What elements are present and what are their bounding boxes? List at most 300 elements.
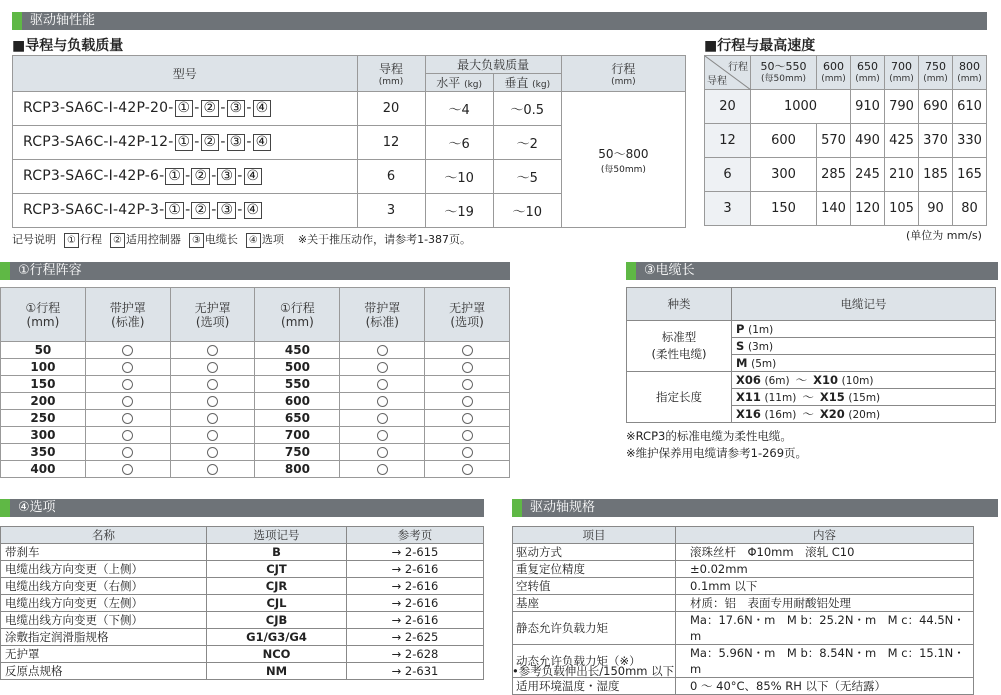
speed-cell: 90	[919, 192, 953, 226]
option-name: 电缆出线方向变更（左侧）	[1, 595, 207, 612]
option-name: 涂敷指定润滑脂规格	[1, 629, 207, 646]
spec-header	[512, 499, 998, 517]
cable-range-tilde: ～	[802, 407, 814, 421]
col-lead-label: 导程	[379, 62, 404, 76]
cable-col-code: 电缆记号	[732, 288, 996, 321]
speed-table	[704, 55, 987, 226]
availability-cell	[170, 444, 255, 461]
stroke-row	[1, 376, 510, 393]
option-ref-page: → 2-631	[347, 663, 484, 680]
spec-item: 动态允许负载力矩（※）	[513, 645, 676, 678]
stroke-value-cell: 500	[255, 359, 340, 376]
speed-col-unit: (每50mm)	[760, 73, 806, 84]
lead-load-table	[12, 55, 686, 228]
stroke-value-cell: 250	[1, 410, 86, 427]
cable-header	[626, 262, 998, 280]
availability-cell	[340, 461, 425, 478]
circle-mark-icon	[122, 396, 133, 407]
cable-length: (15m)	[848, 392, 881, 404]
circle-mark-icon	[462, 430, 473, 441]
model-symbol-box: ③	[227, 100, 246, 117]
speed-col-head	[953, 56, 987, 90]
speed-cell: 490	[851, 124, 885, 158]
circle-mark-icon	[207, 345, 218, 356]
model-dash: -	[237, 202, 243, 218]
circle-mark-icon	[377, 430, 388, 441]
model-prefix: RCP3-SA6C-I-42P-20-	[23, 100, 174, 116]
cable-notes	[626, 428, 807, 462]
stroke-value-cell: 650	[255, 410, 340, 427]
corner-stroke-label: 行程	[728, 62, 748, 73]
col-stroke-label: 行程	[611, 62, 636, 76]
spec-content: ±0.02mm	[676, 561, 974, 578]
stroke-value-cell: 50	[1, 342, 86, 359]
model-symbol-box: ②	[191, 168, 210, 185]
model-symbol-box: ④	[253, 134, 272, 151]
stroke-row	[1, 427, 510, 444]
spec-content: Ma：5.96N・m M b：8.54N・m M c：15.1N・m	[676, 645, 974, 678]
cable-code: X20	[819, 407, 845, 421]
stroke-row	[1, 444, 510, 461]
circle-mark-icon	[462, 345, 473, 356]
stroke-list-header	[0, 262, 510, 280]
stroke-row	[1, 359, 510, 376]
corner-lead-label: 导程	[707, 76, 727, 87]
availability-cell	[170, 427, 255, 444]
stroke-list-table	[0, 287, 510, 478]
speed-cell: 330	[953, 124, 987, 158]
stroke-list-title: ①行程阵容	[18, 263, 82, 278]
spec-item: 驱动方式	[513, 544, 676, 561]
cable-length: (20m)	[848, 409, 881, 421]
cable-code: X16	[736, 407, 761, 421]
legend-label: 记号说明	[12, 233, 56, 246]
model-dash: -	[237, 168, 243, 184]
col-stroke	[561, 56, 685, 92]
stroke-row	[1, 342, 510, 359]
speed-cell: 245	[851, 158, 885, 192]
col-horiz-label: 水平	[436, 76, 461, 90]
lead-row	[13, 92, 686, 126]
model-prefix: RCP3-SA6C-I-42P-12-	[23, 134, 174, 150]
circle-mark-icon	[462, 413, 473, 424]
speed-cell: 285	[817, 158, 851, 192]
opt-col-code: 选项记号	[207, 527, 347, 544]
availability-cell	[170, 359, 255, 376]
speed-cell: 425	[885, 124, 919, 158]
spec-item: 基座	[513, 595, 676, 612]
circle-mark-icon	[462, 447, 473, 458]
speed-lead-cell: 6	[705, 158, 751, 192]
option-ref-page: → 2-625	[347, 629, 484, 646]
options-title: ④选项	[18, 500, 56, 515]
model-symbol-box: ③	[217, 168, 236, 185]
stroke-row	[1, 393, 510, 410]
h-without-1-sub: (选项)	[195, 314, 230, 329]
option-row	[1, 663, 484, 680]
col-horiz	[425, 74, 493, 92]
option-name: 无护罩	[1, 646, 207, 663]
speed-col-unit: (mm)	[889, 73, 914, 84]
col-lead-unit: (mm)	[378, 77, 404, 87]
section-title: 驱动轴性能	[30, 13, 96, 28]
model-prefix: RCP3-SA6C-I-42P-6-	[23, 168, 165, 184]
speed-cell: 120	[851, 192, 885, 226]
speed-row	[705, 90, 987, 124]
cable-col-type: 种类	[627, 288, 732, 321]
spec-item: 适用环境温度・湿度	[513, 678, 676, 695]
availability-cell	[170, 376, 255, 393]
stroke-value-cell: 700	[255, 427, 340, 444]
legend-sym-4: ④	[246, 233, 261, 248]
legend-sym-1: ①	[64, 233, 79, 248]
model-symbol-box: ①	[175, 100, 194, 117]
cable-code-cell	[732, 406, 996, 423]
speed-cell: 910	[851, 90, 885, 124]
speed-cell: 185	[919, 158, 953, 192]
model-cell	[13, 92, 358, 126]
circle-mark-icon	[207, 379, 218, 390]
h-with-2-label: 带护罩	[364, 300, 401, 315]
option-ref-page: → 2-628	[347, 646, 484, 663]
speed-col-value: 50～550	[760, 59, 807, 73]
cable-code: X11	[736, 390, 761, 404]
horiz-load-cell: ～4	[425, 92, 493, 126]
col-vert-unit: (kg)	[532, 80, 551, 90]
model-cell	[13, 126, 358, 160]
option-code: G1/G3/G4	[207, 629, 347, 646]
circle-mark-icon	[207, 413, 218, 424]
circle-mark-icon	[462, 362, 473, 373]
cable-length: (11m)	[764, 392, 797, 404]
model-symbol-box: ①	[165, 202, 184, 219]
availability-cell	[170, 393, 255, 410]
speed-corner	[705, 56, 751, 90]
speed-row	[705, 124, 987, 158]
availability-cell	[425, 410, 510, 427]
model-dash: -	[220, 134, 226, 150]
stroke-value-cell: 100	[1, 359, 86, 376]
col-horiz-unit: (kg)	[464, 80, 483, 90]
col-stroke-unit: (mm)	[611, 77, 636, 87]
availability-cell	[425, 376, 510, 393]
h-stroke-2	[255, 288, 340, 342]
h-without-2	[425, 288, 510, 342]
speed-cell: 80	[953, 192, 987, 226]
h-stroke-1-label: ①行程	[25, 300, 61, 315]
model-symbol-box: ③	[227, 134, 246, 151]
cable-table	[626, 287, 996, 423]
speed-col-unit: (mm)	[957, 73, 982, 84]
option-name: 反原点规格	[1, 663, 207, 680]
speed-lead-cell: 12	[705, 124, 751, 158]
horiz-load-cell: ～19	[425, 194, 493, 228]
availability-cell	[85, 393, 170, 410]
h-stroke-2-unit: (mm)	[281, 314, 314, 329]
vert-load-cell: ～0.5	[493, 92, 561, 126]
legend-text-1: 行程	[79, 233, 102, 246]
availability-cell	[340, 359, 425, 376]
option-name: 带刹车	[1, 544, 207, 561]
cable-range-tilde: ～	[802, 390, 814, 404]
availability-cell	[85, 410, 170, 427]
speed-cell: 370	[919, 124, 953, 158]
speed-col-value: 800	[959, 59, 980, 73]
stroke-value-cell: 600	[255, 393, 340, 410]
speed-col-value: 700	[891, 59, 912, 73]
spec-content: 材质：铝 表面专用耐酸铝处理	[676, 595, 974, 612]
speed-cell: 140	[817, 192, 851, 226]
cable-code: M	[736, 356, 748, 370]
h-stroke-1	[1, 288, 86, 342]
stroke-value-cell: 300	[1, 427, 86, 444]
stroke-value-cell: 350	[1, 444, 86, 461]
h-with-2	[340, 288, 425, 342]
spec-note: •参考负载伸出长/150mm 以下	[512, 664, 675, 678]
model-symbol-box: ②	[191, 202, 210, 219]
spec-item: 静态允许负载力矩	[513, 612, 676, 645]
model-symbol-box: ④	[244, 168, 263, 185]
option-code: CJB	[207, 612, 347, 629]
spec-row	[513, 678, 974, 695]
circle-mark-icon	[122, 413, 133, 424]
speed-col-value: 750	[925, 59, 946, 73]
spec-content: 0.1mm 以下	[676, 578, 974, 595]
spec-content: 0 ～ 40°C、85% RH 以下（无结露）	[676, 678, 974, 695]
speed-cell: 105	[885, 192, 919, 226]
option-row	[1, 561, 484, 578]
availability-cell	[85, 376, 170, 393]
stroke-value-cell: 550	[255, 376, 340, 393]
legend-sym-2: ②	[110, 233, 125, 248]
speed-col-unit: (mm)	[923, 73, 948, 84]
speed-cell: 690	[919, 90, 953, 124]
speed-col-head	[919, 56, 953, 90]
option-name: 电缆出线方向变更（上侧）	[1, 561, 207, 578]
option-code: B	[207, 544, 347, 561]
circle-mark-icon	[122, 345, 133, 356]
cable-length: (6m)	[764, 375, 790, 387]
availability-cell	[425, 427, 510, 444]
spec-content: Ma：17.6N・m M b：25.2N・m M c：44.5N・m	[676, 612, 974, 645]
cable-length: (10m)	[841, 375, 874, 387]
cable-length: (5m)	[751, 358, 777, 370]
speed-col-head	[817, 56, 851, 90]
availability-cell	[170, 342, 255, 359]
stroke-range-note: (每50mm)	[600, 164, 646, 175]
availability-cell	[85, 342, 170, 359]
speed-col-head	[851, 56, 885, 90]
speed-cell: 790	[885, 90, 919, 124]
cable-std-sub: (柔性电缆)	[651, 347, 707, 361]
spec-content: 滚珠丝杆 Φ10mm 滚轧 C10	[676, 544, 974, 561]
availability-cell	[85, 461, 170, 478]
option-row	[1, 578, 484, 595]
circle-mark-icon	[377, 379, 388, 390]
model-dash: -	[194, 100, 200, 116]
availability-cell	[425, 359, 510, 376]
model-cell	[13, 194, 358, 228]
stroke-value-cell: 200	[1, 393, 86, 410]
vert-load-cell: ～5	[493, 160, 561, 194]
stroke-range-value: 50～800	[598, 146, 649, 161]
option-row	[1, 646, 484, 663]
model-dash: -	[194, 134, 200, 150]
circle-mark-icon	[122, 430, 133, 441]
speed-col-unit: (mm)	[821, 73, 846, 84]
availability-cell	[425, 444, 510, 461]
lead-cell: 20	[357, 92, 425, 126]
option-code: CJT	[207, 561, 347, 578]
speed-cell: 570	[817, 124, 851, 158]
option-name: 电缆出线方向变更（下侧）	[1, 612, 207, 629]
stroke-value-cell: 800	[255, 461, 340, 478]
speed-lead-cell: 3	[705, 192, 751, 226]
speed-cell: 610	[953, 90, 987, 124]
cable-type-specified: 指定长度	[627, 372, 732, 423]
spec-row	[513, 595, 974, 612]
speed-row	[705, 192, 987, 226]
opt-col-name: 名称	[1, 527, 207, 544]
circle-mark-icon	[462, 379, 473, 390]
cable-code-cell	[732, 372, 996, 389]
cable-code: X10	[813, 373, 839, 387]
speed-col-value: 600	[823, 59, 844, 73]
cable-code: P	[736, 322, 745, 336]
speed-col-value: 650	[857, 59, 878, 73]
circle-mark-icon	[377, 464, 388, 475]
horiz-load-cell: ～10	[425, 160, 493, 194]
option-row	[1, 629, 484, 646]
availability-cell	[170, 410, 255, 427]
model-dash: -	[211, 202, 217, 218]
circle-mark-icon	[462, 396, 473, 407]
vert-load-cell: ～10	[493, 194, 561, 228]
option-ref-page: → 2-616	[347, 612, 484, 629]
model-symbol-box: ①	[175, 134, 194, 151]
speed-cell: 600	[751, 124, 817, 158]
circle-mark-icon	[377, 413, 388, 424]
cable-code-cell	[732, 338, 996, 355]
model-symbol-box: ②	[201, 100, 220, 117]
stroke-value-cell: 400	[1, 461, 86, 478]
stroke-value-cell: 450	[255, 342, 340, 359]
cable-range-tilde: ～	[795, 373, 808, 387]
model-symbol-box: ①	[165, 168, 184, 185]
speed-col-head	[751, 56, 817, 90]
h-with-1	[85, 288, 170, 342]
cable-row	[627, 372, 996, 389]
option-ref-page: → 2-616	[347, 595, 484, 612]
col-vert-label: 垂直	[504, 76, 529, 90]
h-without-2-sub: (选项)	[450, 314, 484, 329]
spec-row	[513, 578, 974, 595]
options-table	[0, 526, 484, 680]
option-row	[1, 595, 484, 612]
model-symbol-box: ④	[244, 202, 263, 219]
h-stroke-2-label: ①行程	[280, 300, 315, 315]
model-symbol-box: ③	[217, 202, 236, 219]
lead-cell: 12	[357, 126, 425, 160]
availability-cell	[85, 359, 170, 376]
availability-cell	[340, 393, 425, 410]
h-without-1	[170, 288, 255, 342]
speed-unit: (单位为 mm/s)	[906, 229, 982, 242]
lead-load-title: ■导程与负载质量	[12, 38, 124, 54]
circle-mark-icon	[122, 464, 133, 475]
h-without-2-label: 无护罩	[449, 300, 486, 315]
cable-note-2: ※维护保养用电缆请参考1-269页。	[626, 446, 808, 460]
stroke-row	[1, 461, 510, 478]
cable-code: X06	[736, 373, 761, 387]
vert-load-cell: ～2	[493, 126, 561, 160]
speed-title: ■行程与最高速度	[704, 38, 816, 54]
stroke-value-cell: 150	[1, 376, 86, 393]
horiz-load-cell: ～6	[425, 126, 493, 160]
option-name: 电缆出线方向变更（右侧）	[1, 578, 207, 595]
section-header	[12, 12, 987, 30]
speed-cell: 210	[885, 158, 919, 192]
col-lead	[357, 56, 425, 92]
model-symbol-box: ④	[253, 100, 272, 117]
lead-cell: 6	[357, 160, 425, 194]
spec-row	[513, 561, 974, 578]
col-vert	[493, 74, 561, 92]
stroke-row	[1, 410, 510, 427]
speed-cell: 165	[953, 158, 987, 192]
cable-length: (1m)	[748, 324, 774, 336]
option-ref-page: → 2-616	[347, 561, 484, 578]
cable-code-cell	[732, 355, 996, 372]
option-ref-page: → 2-616	[347, 578, 484, 595]
option-code: CJL	[207, 595, 347, 612]
cable-row	[627, 321, 996, 338]
circle-mark-icon	[207, 447, 218, 458]
cable-type-standard	[627, 321, 732, 372]
cable-code-cell	[732, 321, 996, 338]
circle-mark-icon	[207, 464, 218, 475]
cable-title: ③电缆长	[644, 263, 695, 278]
circle-mark-icon	[377, 447, 388, 458]
model-dash: -	[185, 202, 191, 218]
model-dash: -	[211, 168, 217, 184]
circle-mark-icon	[377, 345, 388, 356]
option-row	[1, 612, 484, 629]
spec-title: 驱动轴规格	[530, 500, 596, 515]
availability-cell	[340, 444, 425, 461]
legend-sym-3: ③	[189, 233, 204, 248]
speed-col-unit: (mm)	[855, 73, 880, 84]
symbol-legend	[12, 231, 471, 248]
speed-row	[705, 158, 987, 192]
legend-text-4: 选项	[261, 233, 284, 246]
speed-cell: 300	[751, 158, 817, 192]
availability-cell	[85, 427, 170, 444]
model-dash: -	[185, 168, 191, 184]
cable-code-cell	[732, 389, 996, 406]
spec-row	[513, 544, 974, 561]
availability-cell	[340, 410, 425, 427]
option-ref-page: → 2-615	[347, 544, 484, 561]
option-code: NCO	[207, 646, 347, 663]
h-without-1-label: 无护罩	[194, 300, 231, 315]
model-symbol-box: ②	[201, 134, 220, 151]
model-dash: -	[246, 100, 252, 116]
model-dash: -	[246, 134, 252, 150]
circle-mark-icon	[122, 447, 133, 458]
spec-col-content: 内容	[676, 527, 974, 544]
circle-mark-icon	[377, 362, 388, 373]
